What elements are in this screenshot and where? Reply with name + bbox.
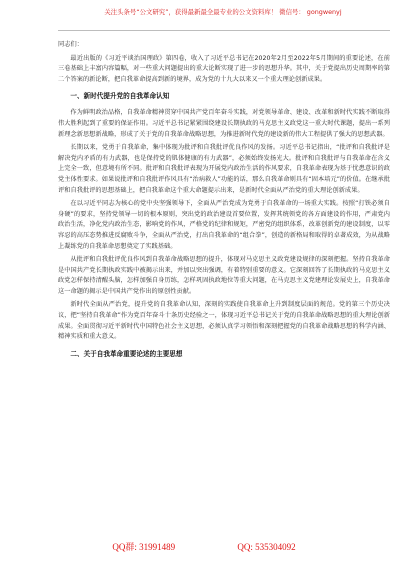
paragraph-1: 作为鲜明政治品格，自我革命精神贯穿中国共产党百年奋斗实践，对党领导革命、建设、改革和新时代实践不断取得伟大胜利起到了重要的保证作用。习近平总书记紧紧围绕建设长期执政的马克思主义政党这一重大时代课题，提出一系列新理念新思想新战略，形成了关于党的自我革命战略思想，为推进新时代党的建设新的伟大工程提供了强大的思想武器。	[58, 109, 390, 138]
section-heading-1: 一、新时代提升党的自我革命认知	[70, 92, 170, 101]
document-body	[58, 40, 390, 366]
footer-contact	[0, 540, 408, 553]
greeting: 同志们：	[58, 41, 83, 48]
paragraph-4: 从批评和自我批评优良作风到自我革命战略思想的提升，体现对马克思主义政党建设规律的深刻把握。坚持自我革命是中国共产党长期执政实践中被揭示出来，并加以突出强调，有着特别重要的意义。它深刻回答了长期执政的马克思主义政党怎样保持清醒头脑，怎样加强自身历练，怎样巩固执政地位等重大问题，在马克思主义党建理论发展史上，自我革命这一命题的揭示是中国共产党作出的原创性贡献。	[58, 256, 390, 295]
paragraph-5: 新时代全面从严治党，提升党的自我革命认知，深刻的实践使自我革命上升到制度层面的规范。党的第三个历史决议，把“坚持自我革命”作为党百年奋斗十条历史经验之一，体现习近平总书记关于党的自我革命战略思想的重大理论创新成果。全面贯彻习近平新时代中国特色社会主义思想，必须认真学习领悟和深刻把握党的自我革命战略思想的科学内涵、精神实质和重大意义。	[58, 301, 390, 341]
footer-qq-group: QQ群: 31991489	[112, 542, 176, 552]
intro-paragraph: 最近出版的《习近平谈治国理政》第四卷，收入了习近平总书记在2020年2月至2022年5月期间的重要论述，在前三卷基础上丰富内容篇幅，对一些重大问题提出的重大论断实现了进一步的思想升华。其中，关于党提出历史周期率的第二个答案的新论断，把自我革命提高到新的境界，成为党的十九大以来又一个重大理论创新成果。	[58, 54, 390, 83]
banner-line-1: 关注头条号“公文研究”，获得最新最全最专业的公文资料库！ 微信号： gongwenyj	[104, 8, 342, 16]
footer-qq: QQ: 535304092	[237, 542, 296, 552]
section-heading-2: 二、关于自我革命重要论述的主要思想	[70, 349, 183, 358]
paragraph-2: 长期以来，党勇于自我革命，集中体现为批评和自我批评优良作风的发扬。习近平总书记指出，“批评和自我批评是解决党内矛盾的有力武器，也是保持党的肌体健康的有力武器”，必须始终发扬光大。批评和自我批评与自我革命在含义上完全一致，但意境有所不同。批评和自我批评表现为开展党内政治生活的作风要求，自我革命表现为基于忧患意识的政党主体性要求。如果说批评和自我批评作风具有“治病救人”功能的话，那么自我革命则具有“固本培元”的价值。在继承批评和自我批评的思想基础上，把自我革命这个重大命题提示出来，是新时代全面从严治党的重大理论创新成果。	[58, 144, 390, 194]
header-divider	[58, 30, 390, 31]
header-banner	[58, 8, 388, 17]
paragraph-3: 在以习近平同志为核心的党中央坚强领导下，全面从严治党成为党勇于自我革命的一场重大实践。按照“打铁必须自身硬”的要求，坚持党领导一切的根本原则，突出党的政治建设首要位置，发挥其统领党的各方面建设的作用，严肃党内政治生活，净化党内政治生态，影响党的作风，严格党的纪律和规矩，严密党的组织体系，改革创新党的建设制度，以零容忍的高压态势推进反腐败斗争，全面从严治党，打出自我革命的“组合拳”，创造的新格局和取得的卓著成效，为从战略上凝练党的自我革命思想奠定了实践基础。	[58, 200, 390, 250]
